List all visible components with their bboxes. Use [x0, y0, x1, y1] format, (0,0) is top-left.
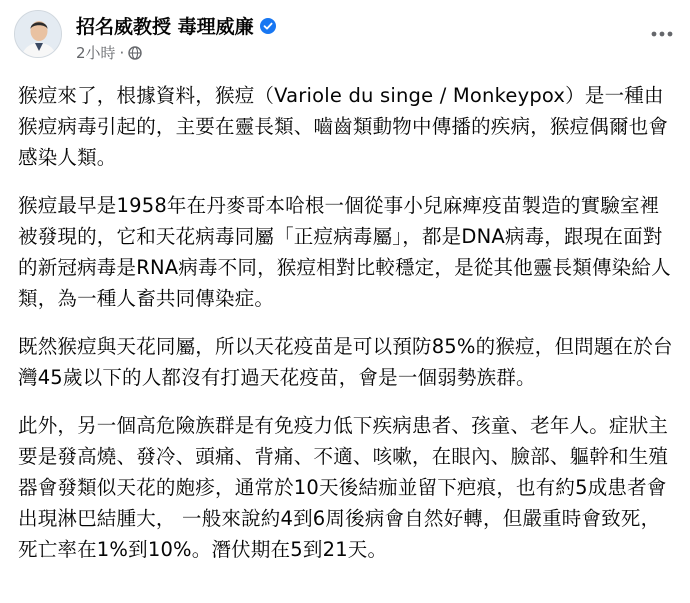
author-name-row	[76, 12, 276, 39]
post-body	[18, 80, 678, 582]
post-meta	[76, 42, 142, 63]
post-paragraph-1: 猴痘來了，根據資料，猴痘（Variole du singe / Monkeypox）是一種由猴痘病毒引起的，主要在靈長類、嚙齒類動物中傳播的疾病，猴痘偶爾也會感染人類。	[18, 84, 669, 169]
post-timestamp[interactable]: 2小時	[76, 44, 116, 62]
author-avatar[interactable]	[14, 10, 62, 58]
author-name[interactable]: 招名威教授 毒理威廉	[76, 16, 254, 38]
globe-icon[interactable]	[128, 46, 142, 60]
avatar-portrait	[15, 11, 62, 58]
more-options-icon[interactable]	[648, 24, 676, 44]
verified-badge-icon	[260, 18, 276, 34]
post-header	[14, 10, 676, 70]
post-paragraph-2: 猴痘最早是1958年在丹麥哥本哈根一個從事小兒麻痺疫苗製造的實驗室裡被發現的，它和天花病毒同屬「正痘病毒屬」，都是DNA病毒，跟現在面對的新冠病毒是RNA病毒不同，猴痘相對比較穩定，是從其他靈長類傳染給人類，為一種人畜共同傳染症。	[18, 194, 671, 310]
post-paragraph-3: 既然猴痘與天花同屬，所以天花疫苗是可以預防85%的猴痘，但問題在於台灣45歲以下的人都沒有打過天花疫苗，會是一個弱勢族群。	[18, 335, 673, 389]
meta-separator: ·	[119, 43, 125, 62]
post-paragraph-4: 此外，另一個高危險族群是有免疫力低下疾病患者、孩童、老年人。症狀主要是發高燒、發冷、頭痛、背痛、不適、咳嗽，在眼內、臉部、軀幹和生殖器會發類似天花的皰疹，通常於10天後結痂並留下疤痕，也有約5成患者會出現淋巴結腫大， 一般來說約4到6周後病會自然好轉，但嚴重時會致死，死亡率在1%到10%。潛伏期在5到21天。	[18, 414, 669, 561]
